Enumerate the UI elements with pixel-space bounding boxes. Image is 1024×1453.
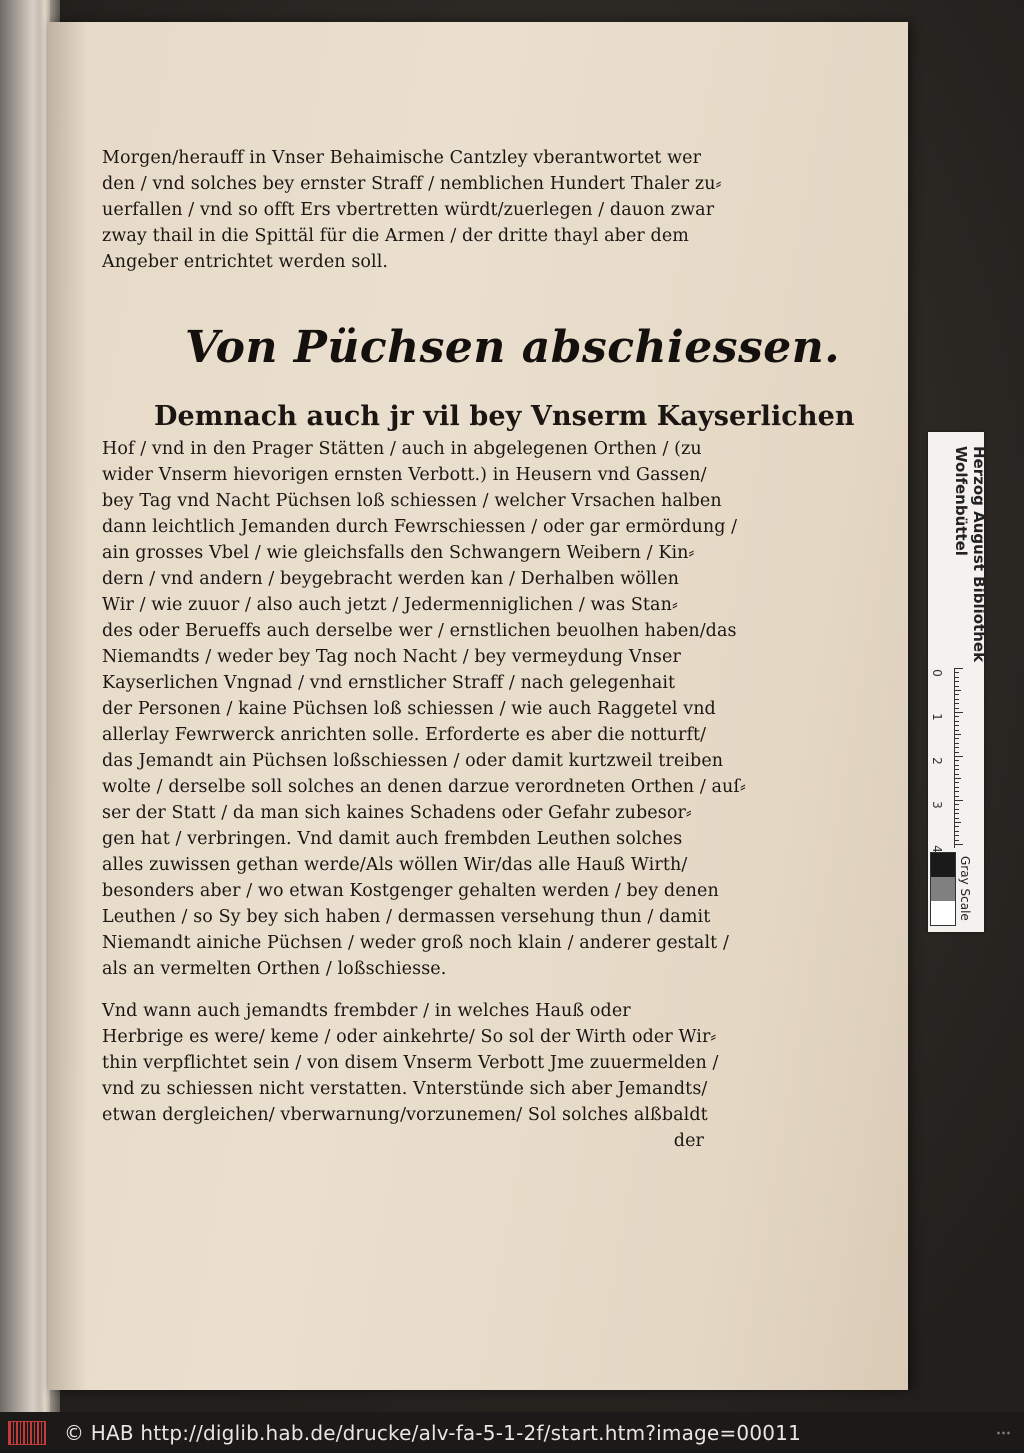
text-line: Herbrige es were/ keme / oder ainkehrte/ So sol der Wirth oder Wir⸗: [102, 1027, 717, 1047]
ruler-tick: [955, 734, 961, 735]
gray-patch: [931, 901, 955, 925]
ruler-label: 3: [929, 801, 944, 809]
copyright-url-text[interactable]: © HAB http://diglib.hab.de/drucke/alv-fa-5-1-2f/start.htm?image=00011: [64, 1420, 802, 1445]
ruler-tick: [955, 712, 963, 713]
viewer-footer-bar: [0, 1412, 1024, 1453]
text-line: ain grosses Vbel / wie gleichsfalls den Schwangern Weibern / Kin⸗: [102, 543, 695, 563]
gray-scale-label: Gray Scale: [958, 856, 972, 921]
gray-patch: [931, 853, 955, 877]
ruler-tick: [955, 725, 959, 726]
ruler-tick: [955, 672, 959, 673]
text-line: alles zuwissen gethan werde/Als wöllen Wir/das alle Hauß Wirth/: [102, 855, 688, 875]
ruler-tick: [955, 831, 959, 832]
paragraph-1: [102, 145, 722, 275]
text-line: Demnach auch jr vil bey Vnserm Kayserlichen: [154, 401, 855, 432]
ruler-tick: [955, 721, 959, 722]
text-line: wider Vnserm hievorigen ernsten Verbott.) in Heusern vnd Gassen/: [102, 465, 707, 485]
ruler-tick: [955, 760, 959, 761]
ruler-tick: [955, 743, 959, 744]
ruler-tick: [955, 774, 959, 775]
text-line: dern / vnd andern / beygebracht werden kan / Derhalben wöllen: [102, 569, 680, 589]
ruler-label: 2: [929, 757, 944, 765]
ruler-tick: [955, 826, 959, 827]
library-label-text: [952, 446, 988, 662]
ruler-tick: [955, 738, 959, 739]
ruler-tick: [955, 840, 959, 841]
text-line: der Personen / kaine Püchsen loß schiessen / wie auch Raggetel vnd: [102, 699, 716, 719]
library-name: Herzog August Bibliothek: [970, 446, 988, 663]
text-line: etwan dergleichen/ vberwarnung/vorzunemen/ Sol solches alßbaldt: [102, 1105, 708, 1125]
ruler-tick: [955, 747, 959, 748]
text-line: Vnd wann auch jemandts frembder / in welches Hauß oder: [102, 1001, 631, 1021]
ruler-tick: [955, 822, 961, 823]
ruler-label: 0: [929, 669, 944, 677]
ruler-tick: [955, 716, 959, 717]
text-line: zway thail in die Spittäl für die Armen / der dritte thayl aber dem: [102, 226, 690, 246]
text-line: das Jemandt ain Püchsen loßschiessen / oder damit kurtzweil treiben: [102, 751, 724, 771]
library-city: Wolfenbüttel: [952, 446, 970, 556]
ruler-tick: [955, 765, 959, 766]
ruler-tick: [955, 668, 963, 669]
ruler-tick: [955, 681, 959, 682]
ruler-tick: [955, 752, 959, 753]
ruler-tick: [955, 756, 963, 757]
gray-patch: [931, 877, 955, 901]
ruler-tick: [955, 690, 961, 691]
text-line: thin verpflichtet sein / von disem Vnserm Verbott Jme zuuermelden /: [102, 1053, 719, 1073]
text-line: vnd zu schiessen nicht verstatten. Vnterstünde sich aber Jemandts/: [102, 1079, 708, 1099]
ruler-tick: [955, 791, 959, 792]
text-line: bey Tag vnd Nacht Püchsen loß schiessen / welcher Vrsachen halben: [102, 491, 722, 511]
page-gutter-shadow: [48, 22, 88, 1390]
text-line: wolte / derselbe soll solches an denen darzue verordneten Orthen / auſ⸗: [102, 777, 746, 797]
ruler-tick: [955, 686, 959, 687]
text-line: Hof / vnd in den Prager Stätten / auch in abgelegenen Orthen / (zu: [102, 439, 702, 459]
gray-scale-patches: [930, 852, 956, 926]
barcode-icon[interactable]: [8, 1421, 46, 1445]
ruler-tick: [955, 835, 959, 836]
text-line: den / vnd solches bey ernster Straff / nemblichen Hundert Thaler zu⸗: [102, 174, 722, 194]
catchword: der: [673, 1131, 704, 1151]
text-line: Leuthen / so Sy bey sich haben / dermassen versehung thun / damit: [102, 907, 711, 927]
ruler-tick: [955, 796, 959, 797]
ruler-tick: [955, 800, 963, 801]
text-line: Niemandt ainiche Püchsen / weder groß noch klain / anderer gestalt /: [102, 933, 729, 953]
ruler-tick: [955, 818, 959, 819]
text-line: des oder Berueffs auch derselbe wer / ernstlichen beuolhen haben/das: [102, 621, 737, 641]
ruler-tick: [955, 844, 963, 845]
paragraph-3: [102, 998, 718, 1154]
ruler-tick: [955, 782, 959, 783]
ruler-tick: [955, 809, 959, 810]
text-line: dann leichtlich Jemanden durch Fewrschiessen / oder gar ermördung /: [102, 517, 738, 537]
text-line: als an vermelten Orthen / loßschiesse.: [102, 959, 447, 979]
text-line: Kayserlichen Vngnad / vnd ernstlicher Straff / nach gelegenhait: [102, 673, 676, 693]
ruler-tick: [955, 787, 959, 788]
text-line: besonders aber / wo etwan Kostgenger gehalten werden / bey denen: [102, 881, 719, 901]
ruler-tick: [955, 769, 959, 770]
text-line: allerlay Fewrwerck anrichten solle. Erforderte es aber die notturft/: [102, 725, 707, 745]
ruler-tick: [955, 778, 961, 779]
ruler-tick: [955, 703, 959, 704]
ruler-tick: [955, 694, 959, 695]
section-heading: Von Püchsen abschiessen.: [185, 322, 841, 373]
text-line: uerfallen / vnd so offt Ers vbertretten würdt/zuerlegen / dauon zwar: [102, 200, 715, 220]
ruler-tick: [955, 699, 959, 700]
ruler-tick: [955, 708, 959, 709]
ruler-label: 4: [929, 845, 944, 853]
text-line: Wir / wie zuuor / also auch jetzt / Jedermenniglichen / was Stan⸗: [102, 595, 678, 615]
scale-ruler: [954, 668, 963, 848]
ruler-label: 1: [929, 713, 944, 721]
text-line: Morgen/herauff in Vnser Behaimische Cantzley vberantwortet wer: [102, 148, 702, 168]
text-line: Angeber entrichtet werden soll.: [102, 252, 389, 272]
text-line: ser der Statt / da man sich kaines Schadens oder Gefahr zubesor⸗: [102, 803, 692, 823]
text-line: gen hat / verbringen. Vnd damit auch frembden Leuthen solches: [102, 829, 683, 849]
text-line: Niemandts / weder bey Tag noch Nacht / bey vermeydung Vnser: [102, 647, 681, 667]
ruler-tick: [955, 677, 959, 678]
ruler-tick: [955, 804, 959, 805]
paragraph-2: [102, 398, 855, 982]
ruler-tick: [955, 813, 959, 814]
more-dots-icon[interactable]: [996, 1430, 1010, 1436]
ruler-tick: [955, 730, 959, 731]
